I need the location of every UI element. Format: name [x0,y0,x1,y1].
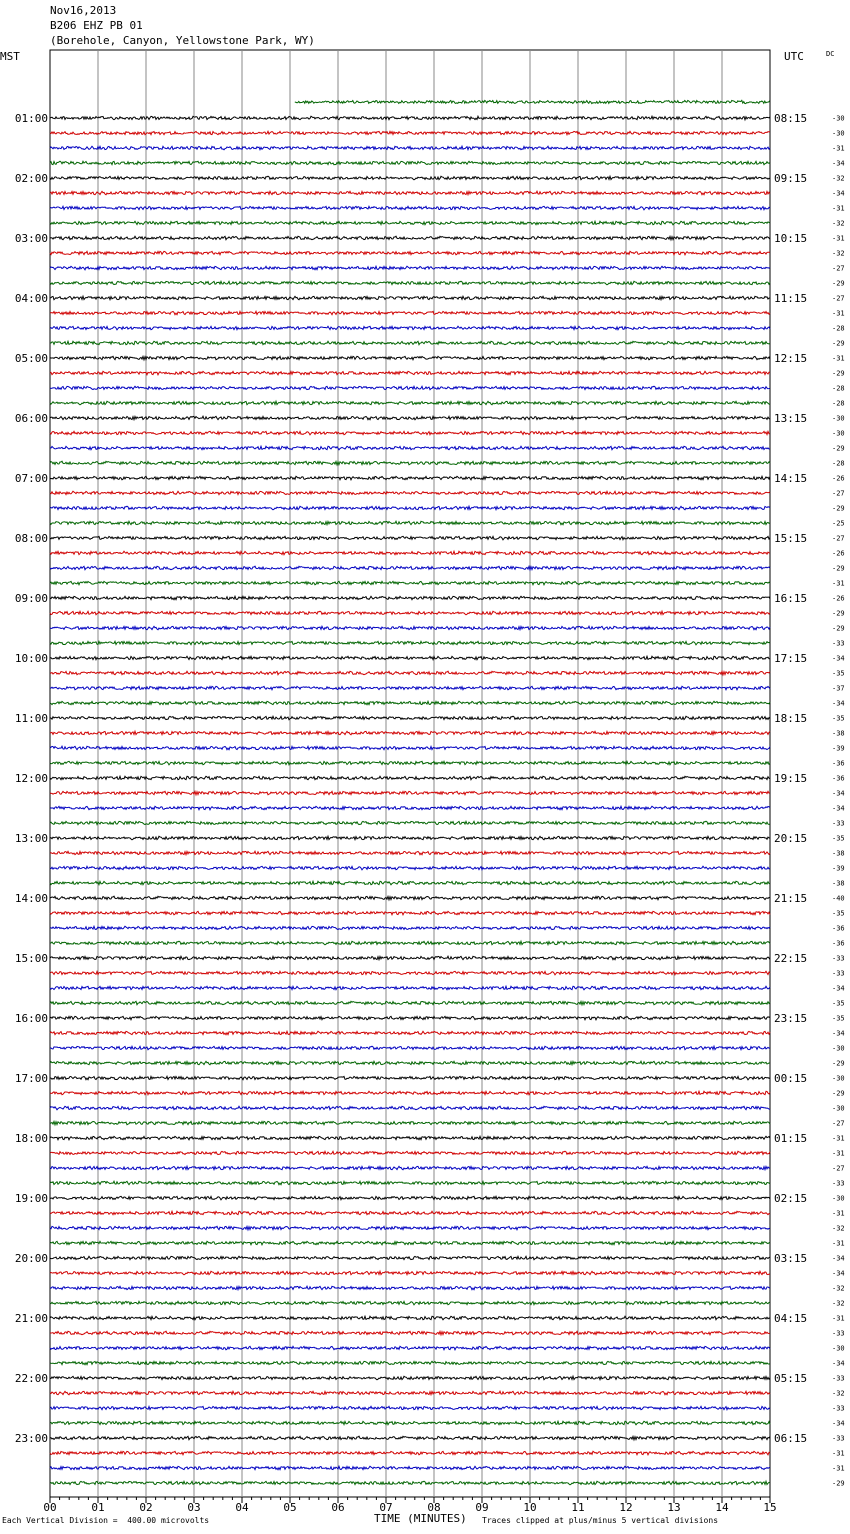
seismic-trace [50,416,770,419]
mst-hour-label: 02:00 [14,172,48,185]
seismic-trace [50,1286,770,1289]
seismic-trace [50,161,770,164]
x-tick-label: 05 [283,1501,297,1514]
mst-hour-label: 06:00 [14,412,48,425]
x-tick-label: 13 [667,1501,681,1514]
seismic-trace [50,896,770,900]
seismic-trace [50,461,770,465]
x-tick-label: 03 [187,1501,201,1514]
mst-hour-label: 18:00 [14,1132,48,1145]
seismic-trace [50,716,770,720]
dc-offset-value: -32 [832,1284,845,1293]
x-tick-label: 02 [139,1501,153,1514]
dc-offset-value: -28 [832,384,845,393]
dc-offset-value: -27 [832,1164,845,1173]
dc-offset-value: -35 [832,909,845,918]
seismic-trace [50,866,770,870]
utc-hour-label: 22:15 [774,952,808,965]
seismic-trace [50,521,770,524]
left-timezone-label: MST [0,50,20,63]
utc-hour-label: 19:15 [774,772,808,785]
dc-offset-value: -29 [832,564,845,573]
seismic-trace [50,251,770,255]
dc-offset-value: -34 [832,1359,845,1368]
dc-offset-value: -36 [832,939,845,948]
seismic-trace [50,1106,770,1110]
dc-offset-value: -31 [832,1464,845,1473]
dc-offset-value: -35 [832,669,845,678]
mst-hour-label: 16:00 [14,1012,48,1025]
dc-offset-value: -34 [832,789,845,798]
dc-offset-value: -29 [832,1089,845,1098]
dc-offset-value: -29 [832,444,845,453]
dc-offset-value: -34 [832,699,845,708]
dc-offset-value: -33 [832,639,845,648]
dc-offset-value: -28 [832,459,845,468]
seismic-trace [50,1271,770,1275]
dc-offset-value: -33 [832,1179,845,1188]
dc-column-label: DC [826,50,835,58]
seismic-trace [50,1166,770,1169]
dc-offset-value: -28 [832,399,845,408]
dc-offset-value: -31 [832,1449,845,1458]
seismic-trace [50,986,770,990]
dc-offset-value: -30 [832,1344,845,1353]
dc-offset-value: -30 [832,429,845,438]
utc-hour-label: 03:15 [774,1252,808,1265]
dc-offset-value: -33 [832,1329,845,1338]
dc-offset-value: -29 [832,339,845,348]
seismic-trace [50,1016,770,1020]
seismic-trace [50,1406,770,1410]
seismic-trace [50,806,770,810]
dc-offset-value: -34 [832,804,845,813]
seismic-trace [50,1421,770,1425]
dc-offset-value: -29 [832,279,845,288]
seismic-trace [50,1031,770,1035]
seismic-trace [50,911,770,915]
seismic-trace [50,1211,770,1215]
utc-hour-label: 23:15 [774,1012,808,1025]
dc-offset-value: -31 [832,204,845,213]
seismic-trace [50,1121,770,1124]
seismic-trace [50,431,770,435]
seismic-trace [295,100,770,103]
utc-hour-label: 08:15 [774,112,808,125]
seismic-trace [50,1361,770,1365]
dc-offset-value: -26 [832,594,845,603]
seismic-trace [50,266,770,270]
seismic-trace [50,701,770,705]
seismic-trace [50,836,770,840]
seismic-trace [50,356,770,359]
seismic-trace [50,626,770,630]
mst-hour-label: 21:00 [14,1312,48,1325]
x-tick-label: 10 [523,1501,537,1514]
seismic-trace [50,581,770,585]
seismic-trace [50,821,770,824]
seismic-trace [50,311,770,314]
x-tick-label: 08 [427,1501,441,1514]
dc-offset-value: -31 [832,1209,845,1218]
seismic-trace [50,1076,770,1080]
x-tick-label: 04 [235,1501,249,1514]
mst-hour-label: 01:00 [14,112,48,125]
dc-offset-value: -30 [832,114,845,123]
seismic-trace [50,536,770,540]
mst-hour-label: 07:00 [14,472,48,485]
dc-offset-value: -27 [832,294,845,303]
seismic-trace [50,791,770,794]
dc-offset-value: -34 [832,984,845,993]
seismic-trace [50,971,770,975]
dc-offset-value: -31 [832,1149,845,1158]
dc-offset-value: -27 [832,534,845,543]
mst-hour-label: 08:00 [14,532,48,545]
utc-hour-label: 04:15 [774,1312,808,1325]
dc-offset-value: -29 [832,609,845,618]
dc-offset-value: -34 [832,1419,845,1428]
dc-offset-value: -39 [832,744,845,753]
dc-offset-value: -32 [832,1224,845,1233]
dc-offset-value: -31 [832,1314,845,1323]
seismic-trace [50,341,770,345]
seismic-trace [50,116,770,120]
dc-offset-value: -33 [832,1434,845,1443]
seismic-trace [50,1226,770,1229]
dc-offset-value: -30 [832,129,845,138]
seismic-trace [50,476,770,480]
x-tick-label: 09 [475,1501,489,1514]
x-tick-label: 12 [619,1501,633,1514]
seismic-trace [50,1196,770,1200]
mst-hour-label: 05:00 [14,352,48,365]
utc-hour-label: 00:15 [774,1072,808,1085]
dc-offset-value: -38 [832,849,845,858]
utc-hour-label: 05:15 [774,1372,808,1385]
seismic-trace [50,281,770,285]
dc-offset-value: -32 [832,174,845,183]
dc-offset-value: -29 [832,1059,845,1068]
seismic-trace [50,386,770,389]
dc-offset-value: -34 [832,189,845,198]
dc-offset-value: -30 [832,1104,845,1113]
seismic-trace [50,1391,770,1395]
dc-offset-value: -35 [832,999,845,1008]
dc-offset-value: -32 [832,1389,845,1398]
x-tick-label: 06 [331,1501,345,1514]
dc-offset-value: -29 [832,369,845,378]
seismic-trace [50,1046,770,1050]
seismic-trace [50,1436,770,1440]
seismic-trace [50,1301,770,1305]
utc-hour-label: 09:15 [774,172,808,185]
seismic-trace [50,731,770,734]
x-axis-label: TIME (MINUTES) [374,1512,467,1525]
seismic-trace [50,881,770,885]
seismic-trace [50,1061,770,1065]
seismic-trace [50,1481,770,1485]
seismic-trace [50,761,770,765]
x-tick-label: 15 [763,1501,777,1514]
dc-offset-value: -25 [832,519,845,528]
clip-note: Traces clipped at plus/minus 5 vertical divisions [482,1516,719,1525]
dc-offset-value: -31 [832,144,845,153]
dc-offset-value: -36 [832,759,845,768]
utc-hour-label: 06:15 [774,1432,808,1445]
mst-hour-label: 23:00 [14,1432,48,1445]
seismic-trace [50,611,770,615]
seismic-trace [50,656,770,660]
plot-date: Nov16,2013 [50,4,117,17]
dc-offset-value: -28 [832,324,845,333]
dc-offset-value: -30 [832,414,845,423]
mst-hour-label: 10:00 [14,652,48,665]
utc-hour-label: 11:15 [774,292,808,305]
seismic-trace [50,1316,770,1320]
dc-offset-value: -31 [832,1134,845,1143]
seismic-trace [50,221,770,225]
dc-offset-value: -35 [832,714,845,723]
seismic-trace [50,956,770,959]
x-tick-label: 07 [379,1501,393,1514]
x-tick-label: 14 [715,1501,729,1514]
dc-offset-value: -34 [832,654,845,663]
seismic-trace [50,551,770,555]
dc-offset-value: -31 [832,579,845,588]
seismic-trace [50,1181,770,1184]
utc-hour-label: 16:15 [774,592,808,605]
seismic-trace [50,1451,770,1455]
right-timezone-label: UTC [784,50,804,63]
seismic-trace [50,176,770,180]
dc-offset-value: -35 [832,1014,845,1023]
seismic-trace [50,596,770,600]
utc-hour-label: 13:15 [774,412,808,425]
seismic-trace [50,236,770,240]
seismic-trace [50,1001,770,1005]
seismic-trace [50,1256,770,1259]
station-code: B206 EHZ PB 01 [50,19,143,32]
dc-offset-value: -38 [832,729,845,738]
dc-offset-value: -33 [832,954,845,963]
dc-offset-value: -36 [832,774,845,783]
mst-hour-label: 14:00 [14,892,48,905]
dc-offset-value: -34 [832,1269,845,1278]
seismic-trace [50,686,770,690]
dc-offset-value: -31 [832,1239,845,1248]
dc-offset-value: -33 [832,1404,845,1413]
dc-offset-value: -38 [832,879,845,888]
seismic-trace [50,371,770,375]
dc-offset-value: -32 [832,249,845,258]
dc-offset-value: -31 [832,309,845,318]
dc-offset-value: -33 [832,969,845,978]
utc-hour-label: 18:15 [774,712,808,725]
mst-hour-label: 19:00 [14,1192,48,1205]
dc-offset-value: -29 [832,1479,845,1488]
dc-offset-value: -30 [832,1044,845,1053]
station-location: (Borehole, Canyon, Yellowstone Park, WY) [50,34,315,47]
dc-offset-value: -31 [832,354,845,363]
seismic-trace [50,446,770,450]
x-tick-label: 01 [91,1501,105,1514]
mst-hour-label: 12:00 [14,772,48,785]
seismic-trace [50,1346,770,1350]
seismic-trace [50,851,770,854]
mst-hour-label: 11:00 [14,712,48,725]
dc-offset-value: -39 [832,864,845,873]
seismic-trace [50,131,770,134]
dc-offset-value: -26 [832,474,845,483]
dc-offset-value: -27 [832,1119,845,1128]
mst-hour-label: 20:00 [14,1252,48,1265]
utc-hour-label: 21:15 [774,892,808,905]
seismic-trace [50,1466,770,1470]
dc-offset-value: -26 [832,549,845,558]
seismic-trace [50,326,770,330]
seismic-trace [50,206,770,210]
x-tick-label: 00 [43,1501,57,1514]
seismic-trace [50,746,770,749]
dc-offset-value: -34 [832,1254,845,1263]
utc-hour-label: 20:15 [774,832,808,845]
mst-hour-label: 17:00 [14,1072,48,1085]
seismic-trace [50,191,770,195]
seismic-trace [50,1151,770,1155]
x-tick-label: 11 [571,1501,585,1514]
seismic-trace [50,506,770,510]
dc-offset-value: -30 [832,1074,845,1083]
utc-hour-label: 12:15 [774,352,808,365]
seismic-trace [50,401,770,405]
dc-offset-value: -27 [832,264,845,273]
dc-offset-value: -36 [832,924,845,933]
dc-offset-value: -34 [832,159,845,168]
mst-hour-label: 13:00 [14,832,48,845]
utc-hour-label: 15:15 [774,532,808,545]
seismic-trace [50,296,770,300]
dc-offset-value: -32 [832,219,845,228]
utc-hour-label: 02:15 [774,1192,808,1205]
utc-hour-label: 01:15 [774,1132,808,1145]
seismic-trace [50,146,770,150]
seismic-trace [50,671,770,675]
dc-offset-value: -29 [832,504,845,513]
dc-offset-value: -35 [832,834,845,843]
mst-hour-label: 22:00 [14,1372,48,1385]
seismic-trace [50,776,770,780]
mst-hour-label: 03:00 [14,232,48,245]
seismic-trace [50,1091,770,1094]
mst-hour-label: 09:00 [14,592,48,605]
seismic-trace [50,491,770,494]
dc-offset-value: -34 [832,1029,845,1038]
dc-offset-value: -33 [832,1374,845,1383]
seismic-trace [50,1376,770,1380]
seismic-trace [50,1241,770,1245]
dc-offset-value: -27 [832,489,845,498]
seismic-trace [50,566,770,570]
utc-hour-label: 10:15 [774,232,808,245]
seismic-trace [50,941,770,945]
utc-hour-label: 17:15 [774,652,808,665]
dc-offset-value: -29 [832,624,845,633]
dc-offset-value: -31 [832,234,845,243]
dc-offset-value: -40 [832,894,845,903]
mst-hour-label: 15:00 [14,952,48,965]
utc-hour-label: 14:15 [774,472,808,485]
seismic-trace [50,1331,770,1335]
seismic-trace [50,926,770,929]
dc-offset-value: -37 [832,684,845,693]
dc-offset-value: -33 [832,819,845,828]
dc-offset-value: -30 [832,1194,845,1203]
dc-offset-value: -32 [832,1299,845,1308]
seismic-trace [50,641,770,645]
mst-hour-label: 04:00 [14,292,48,305]
seismic-trace [50,1136,770,1140]
vertical-scale-note: Each Vertical Division = 400.00 microvolts [2,1516,210,1525]
